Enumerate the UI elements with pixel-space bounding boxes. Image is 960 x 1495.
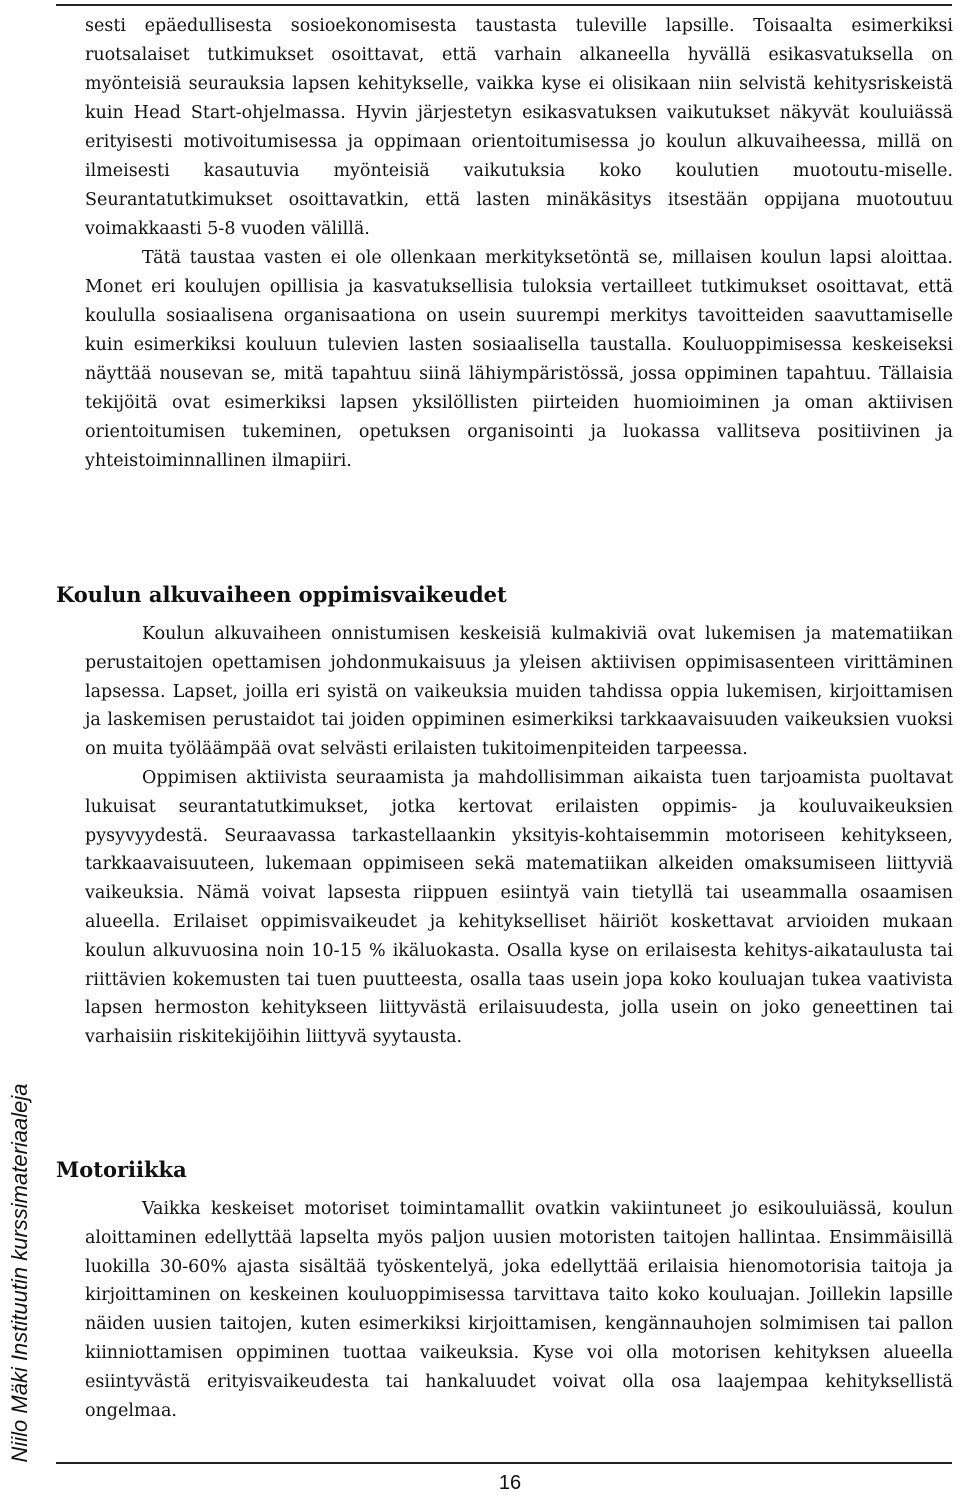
page-number: 16 (498, 1472, 522, 1494)
footer-rule (56, 1462, 952, 1464)
section-heading-learning-difficulties: Koulun alkuvaiheen oppimisvaikeudet (56, 582, 507, 607)
side-label (2, 1082, 38, 1463)
side-label-text: Niilo Mäki Instituutin kurssimateriaaleja (7, 1082, 32, 1463)
intro-paragraph-1: sesti epäedullisesta sosioekonomisesta taustasta tuleville lapsille. Toisaalta esimerkiksi ruotsalaiset tutkimukset osoittavat, että varhain alkaneella hyvällä esikasvatuksella on myönteisiä seurauksia lapsen kehitykselle, vaikka kyse ei olisikaan niin selvistä kehitysriskeistä kuin Head Start-ohjelmassa. Hyvin järjestetyn esikasvatuksen vaikutukset näkyvät kouluiässä erityisesti motivoitumisessa ja oppimaan orientoitumisessa jo koulun alkuvaiheessa, millä on ilmeisesti kasautuvia myönteisiä vaikutuksia koko koulutien muotoutu-miselle. Seurantatutkimukset osoittavatkin, että lasten minäkäsitys itsestään oppijana muotoutuu voimakkaasti 5-8 vuoden välillä. (85, 16, 953, 239)
intro-paragraph-2: Tätä taustaa vasten ei ole ollenkaan merkityksetöntä se, millaisen koulun lapsi aloittaa. Monet eri koulujen opillisia ja kasvatuksellisia tuloksia vertailleet tutkimukset osoittavat, että koululla sosiaalisena organisaationa on usein suurempi merkitys tavoitteiden saavuttamiselle kuin esimerkiksi kouluun tulevien lasten sosiaalisella taustalla. Kouluoppimisessa keskeiseksi näyttää nousevan se, mitä tapahtuu siinä lähiympäristössä, jossa oppiminen tapahtuu. Tällaisia tekijöitä ovat esimerkiksi lapsen yksilöllisten piirteiden huomioiminen ja oman aktiivisen orientoitumisen tukeminen, opetuksen organisointi ja luokassa vallitseva positiivinen ja yhteistoiminnallinen ilmapiiri. (85, 248, 953, 471)
section2-paragraph-1: Vaikka keskeiset motoriset toimintamallit ovatkin vakiintuneet jo esikouluiässä, koulun aloittaminen edellyttää lapselta myös paljon uusien motoristen taitojen hallintaa. Ensimmäisillä luokilla 30-60% ajasta sisältää työskentelyä, joka edellyttää erilaisia hienomotorisia taitoja ja kirjoittaminen on keskeinen kouluoppimisessa tarvittava taito koko kouluajan. Joillekin lapsille näiden uusien taitojen, kuten esimerkiksi kirjoittamisen, kengännauhojen solmimisen tai pallon kiinniottamisen oppiminen tuottaa vaikeuksia. Kyse voi olla motorisen kehityksen alueella esiintyvästä erityisvaikeudesta tai hankaluudet voivat olla osa laajempaa kehityksellistä ongelmaa. (85, 1199, 953, 1421)
header-rule (56, 4, 952, 6)
intro-text (85, 12, 953, 476)
section-heading-motor-skills: Motoriikka (56, 1157, 187, 1182)
section-learning-difficulties-body (85, 620, 953, 1052)
section1-paragraph-1: Koulun alkuvaiheen onnistumisen keskeisiä kulmakiviä ovat lukemisen ja matematiikan perustaitojen opettamisen johdonmukaisuus ja yleisen aktiivisen oppimisasenteen virittäminen lapsessa. Lapset, joilla eri syistä on vaikeuksia muiden tahdissa oppia lukemisen, kirjoittamisen ja laskemisen perustaidot tai joiden oppiminen esimerkiksi tarkkaavaisuuden vaikeuksien vuoksi on muita työläämpää ovat selvästi erilaisten tukitoimenpiteiden tarpeessa. (85, 624, 953, 760)
section-motor-skills-body (85, 1195, 953, 1425)
section1-paragraph-2: Oppimisen aktiivista seuraamista ja mahdollisimman aikaista tuen tarjoamista puoltavat lukuisat seurantatutkimukset, jotka kertovat erilaisten oppimis- ja kouluvaikeuksien pysyvyydestä. Seuraavassa tarkastellaankin yksityis-kohtaisemmin motoriseen kehitykseen, tarkkaavaisuuteen, lukemaan oppimiseen sekä matematiikan alkeiden omaksumiseen liittyviä vaikeuksia. Nämä voivat lapsesta riippuen esiintyä vain tietyllä tai useammalla osaamisen alueella. Erilaiset oppimisvaikeudet ja kehitykselliset häiriöt koskettavat arvioiden mukaan koulun alkuvuosina noin 10-15 % ikäluokasta. Osalla kyse on erilaisesta kehitys-aikataulusta tai riittävien kokemusten tai tuen puutteesta, osalla taas usein jopa koko kouluajan tukea vaativista lapsen hermoston kehitykseen liittyvästä erilaisuudesta, jolla usein on joko geneettinen tai varhaisiin riskitekijöihin liittyvä syytausta. (85, 767, 953, 1048)
